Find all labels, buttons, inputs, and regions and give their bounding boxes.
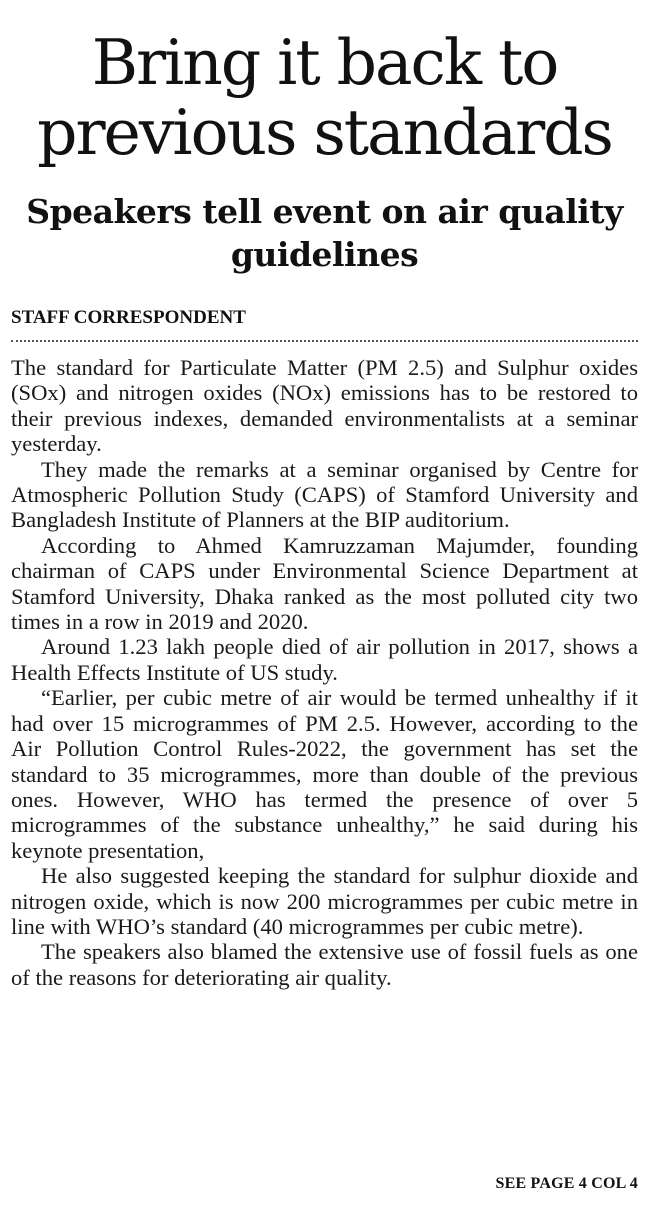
subheadline: Speakers tell event on air quality guidelines <box>26 192 623 274</box>
dotted-divider <box>11 340 638 342</box>
article-body <box>11 355 638 990</box>
paragraph: “Earlier, per cubic metre of air would be termed unhealthy if it had over 15 microgrammes of PM 2.5. However, according to the Air Pollution Control Rules-2022, the government has set the standard to 35 microgrammes, more than double of the previous ones. However, WHO has termed the presence of over 5 microgrammes of the substance unhealthy,” he said during his keynote presentation, <box>11 685 638 863</box>
continuation-line: SEE PAGE 4 COL 4 <box>495 1175 638 1192</box>
paragraph: Around 1.23 lakh people died of air pollution in 2017, shows a Health Effects Institute of US study. <box>11 634 638 685</box>
paragraph: He also suggested keeping the standard for sulphur dioxide and nitrogen oxide, which is now 200 microgrammes per cubic metre in line with WHO’s standard (40 microgrammes per cubic metre). <box>11 863 638 939</box>
paragraph: The standard for Particulate Matter (PM 2.5) and Sulphur oxides (SOx) and nitrogen oxides (NOx) emissions has to be restored to their previous indexes, demanded environmentalists at a seminar yesterday. <box>11 355 638 457</box>
paragraph: The speakers also blamed the extensive use of fossil fuels as one of the reasons for deteriorating air quality. <box>11 939 638 990</box>
byline: STAFF CORRESPONDENT <box>11 307 246 328</box>
headline: Bring it back to previous standards <box>37 26 612 169</box>
paragraph: According to Ahmed Kamruzzaman Majumder, founding chairman of CAPS under Environmental Science Department at Stamford University, Dhaka ranked as the most polluted city two times in a row in 2019 and 2020. <box>11 532 638 635</box>
news-article <box>11 0 638 1209</box>
paragraph: They made the remarks at a seminar organised by Centre for Atmospheric Pollution Study (CAPS) of Stamford University and Bangladesh Institute of Planners at the BIP auditorium. <box>11 456 638 533</box>
